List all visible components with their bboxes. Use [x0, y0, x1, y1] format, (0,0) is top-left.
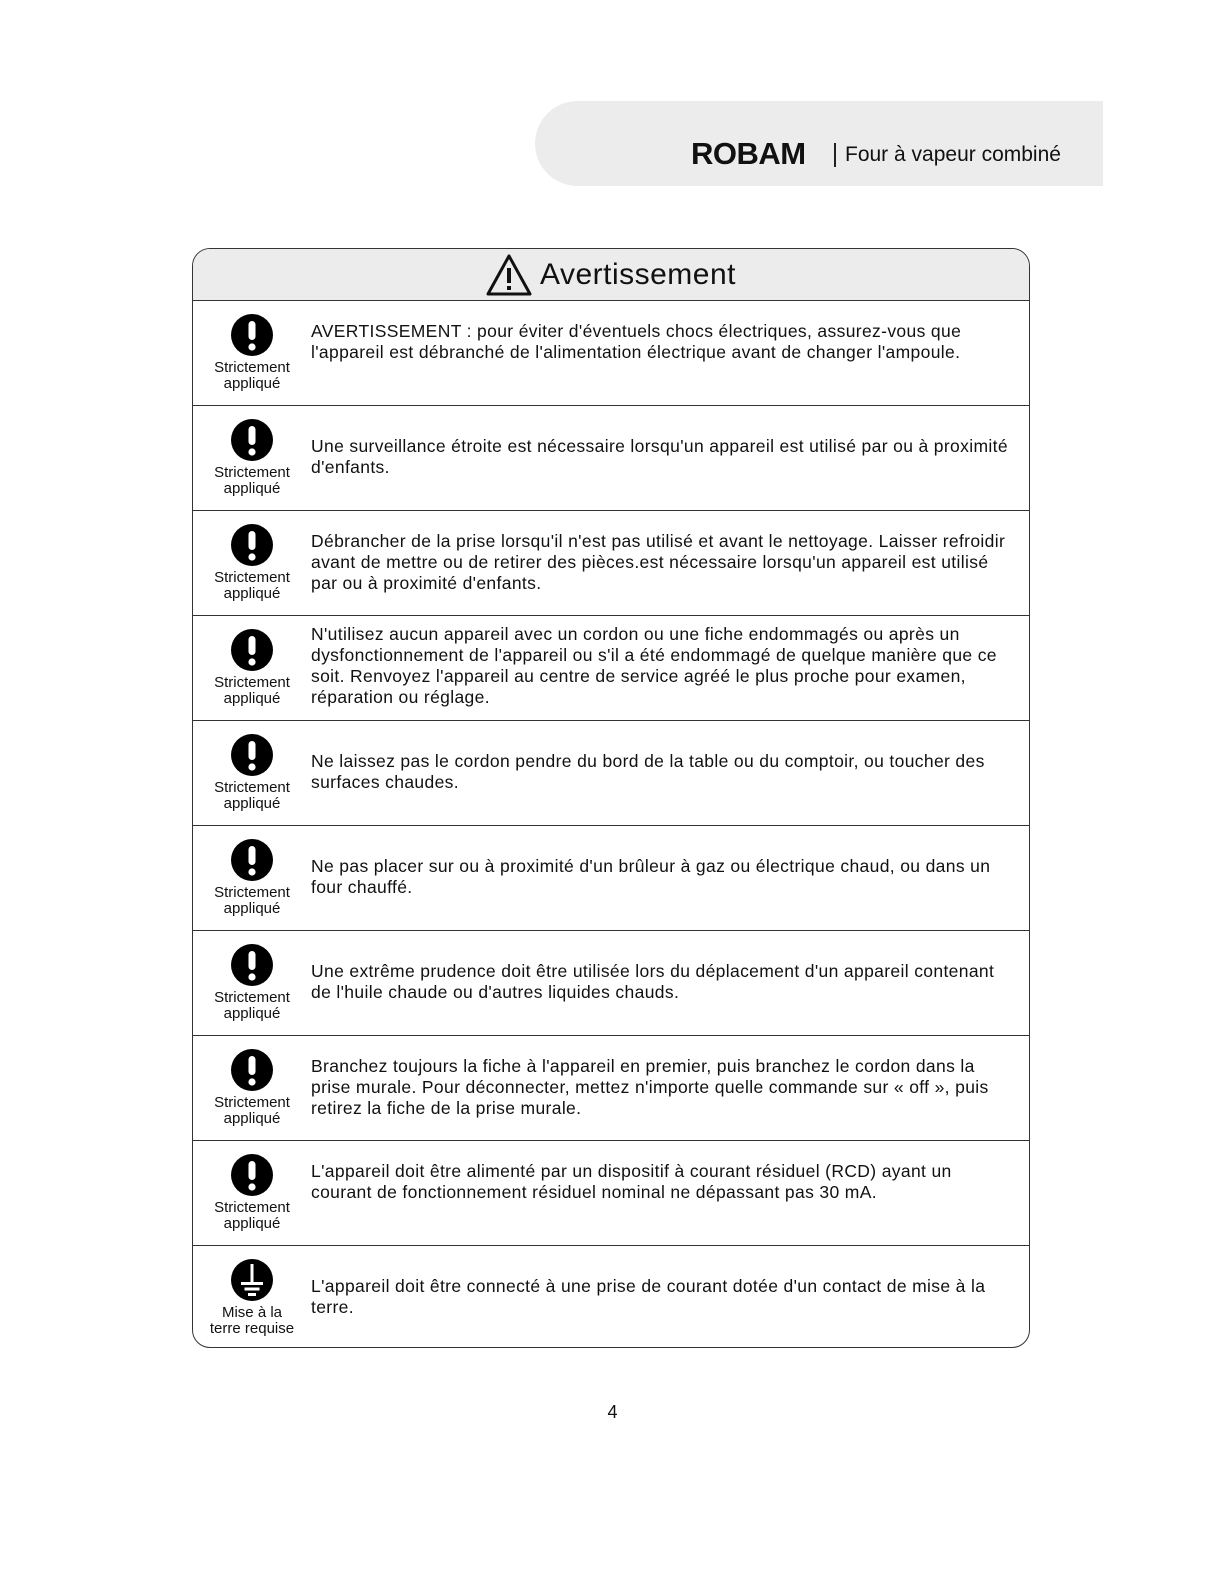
row-icon-column	[193, 1141, 311, 1232]
warning-row	[193, 616, 1029, 721]
row-icon-column	[193, 826, 311, 917]
brand-separator	[834, 143, 836, 167]
icon-label: Strictement appliqué	[214, 884, 290, 917]
warning-text: Ne laissez pas le cordon pendre du bord de la table ou du comptoir, ou toucher des surfaces chaudes.	[311, 751, 985, 792]
icon-label: Strictement appliqué	[214, 569, 290, 602]
exclamation-icon	[230, 313, 274, 357]
row-icon-column	[193, 1246, 311, 1337]
exclamation-icon	[230, 943, 274, 987]
exclamation-icon	[230, 838, 274, 882]
warning-text: L'appareil doit être connecté à une prise de courant dotée d'un contact de mise à la terre.	[311, 1276, 986, 1317]
warning-row	[193, 1141, 1029, 1246]
ground-icon	[230, 1258, 274, 1302]
row-icon-column	[193, 406, 311, 497]
warning-row	[193, 1246, 1029, 1348]
icon-label: Strictement appliqué	[214, 674, 290, 707]
icon-label: Strictement appliqué	[214, 1094, 290, 1127]
icon-label: Strictement appliqué	[214, 989, 290, 1022]
warning-row	[193, 721, 1029, 826]
warning-text: L'appareil doit être alimenté par un dispositif à courant résiduel (RCD) ayant un courant de fonctionnement résiduel nominal ne dépassant pas 30 mA.	[311, 1161, 952, 1202]
warning-row	[193, 301, 1029, 406]
icon-label: Mise à la terre requise	[209, 1304, 295, 1337]
exclamation-icon	[230, 418, 274, 462]
row-icon-column	[193, 931, 311, 1022]
warning-text: Ne pas placer sur ou à proximité d'un brûleur à gaz ou électrique chaud, ou dans un four chauffé.	[311, 856, 991, 897]
warning-title: Avertissement	[539, 257, 737, 291]
warning-box	[192, 248, 1030, 1348]
row-icon-column	[193, 616, 311, 707]
icon-label: Strictement appliqué	[214, 779, 290, 812]
exclamation-icon	[230, 628, 274, 672]
icon-label: Strictement appliqué	[214, 1199, 290, 1232]
exclamation-icon	[230, 733, 274, 777]
icon-label: Strictement appliqué	[214, 464, 290, 497]
exclamation-icon	[230, 523, 274, 567]
warning-row	[193, 406, 1029, 511]
warning-text: Une extrême prudence doit être utilisée lors du déplacement d'un appareil contenant de l'huile chaude ou d'autres liquides chauds.	[311, 961, 995, 1002]
warning-row	[193, 826, 1029, 931]
warning-text: AVERTISSEMENT : pour éviter d'éventuels chocs électriques, assurez-vous que l'appareil est débranché de l'alimentation électrique avant de changer l'ampoule.	[311, 321, 962, 362]
warning-row	[193, 1036, 1029, 1141]
page-number: 4	[607, 1402, 618, 1422]
warning-text: Débrancher de la prise lorsqu'il n'est pas utilisé et avant le nettoyage. Laisser refroidir avant de mettre ou de retirer des pièces.est nécessaire lorsqu'un appareil est utilisé par ou à proximité d'enfants.	[311, 531, 1006, 593]
row-icon-column	[193, 511, 311, 602]
row-icon-column	[193, 721, 311, 812]
exclamation-icon	[230, 1153, 274, 1197]
row-icon-column	[193, 301, 311, 392]
warning-text: Branchez toujours la fiche à l'appareil en premier, puis branchez le cordon dans la prise murale. Pour déconnecter, mettez n'importe quelle commande sur « off », puis retirez la fiche de la prise murale.	[311, 1056, 989, 1118]
brand-logo: ROBAM	[691, 136, 806, 171]
row-icon-column	[193, 1036, 311, 1127]
warning-text: N'utilisez aucun appareil avec un cordon ou une fiche endommagés ou après un dysfonctionnement de l'appareil ou s'il a été endommagé de quelque manière que ce soit. Renvoyez l'appareil au centre de service agréé le plus proche pour examen, réparation ou réglage.	[311, 624, 997, 707]
product-subtitle: Four à vapeur combiné	[845, 143, 1061, 166]
warning-row	[193, 931, 1029, 1036]
warning-triangle-icon	[486, 254, 532, 296]
exclamation-icon	[230, 1048, 274, 1092]
icon-label: Strictement appliqué	[214, 359, 290, 392]
warning-row	[193, 511, 1029, 616]
warning-text: Une surveillance étroite est nécessaire lorsqu'un appareil est utilisé par ou à proximité d'enfants.	[311, 436, 1008, 477]
warning-header	[193, 249, 1029, 301]
